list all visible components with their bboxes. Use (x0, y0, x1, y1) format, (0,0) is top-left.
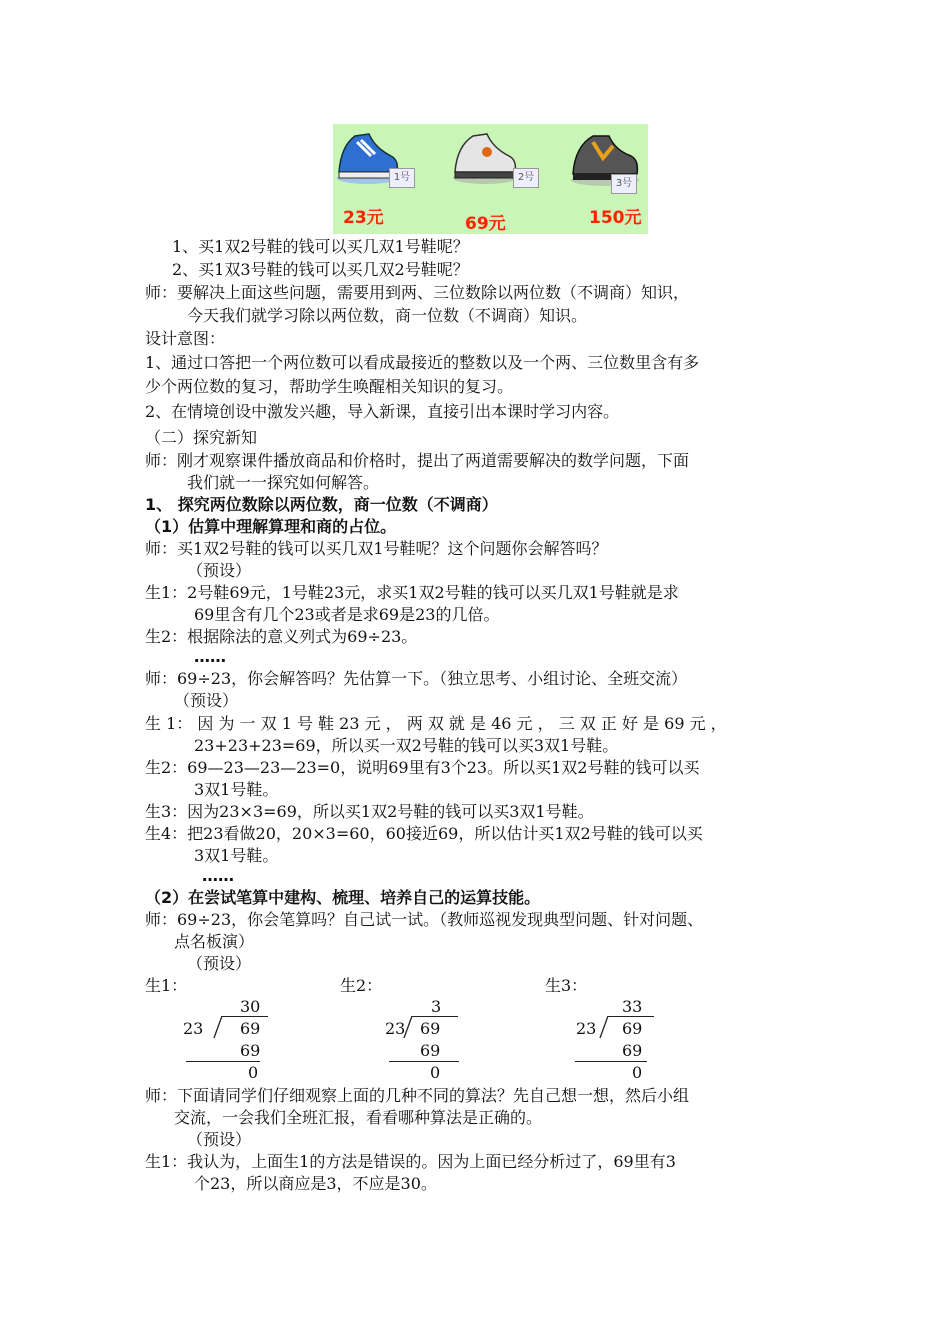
calc-label: 生1： (145, 976, 188, 995)
student-line: 生2：根据除法的意义列式为69÷23。 (145, 627, 418, 646)
dividend: 69 (420, 1019, 441, 1038)
division-bracket (596, 1016, 610, 1038)
preset-label: （预设） (174, 691, 239, 710)
calc-label: 生3： (545, 976, 588, 995)
teacher-line: 师：买1双2号鞋的钱可以买几双1号鞋呢？这个问题你会解答吗？ (145, 539, 608, 558)
student-line: 生 1： 因 为 一 双 1 号 鞋 23 元 ， 两 双 就 是 46 元 ， 三 双 正 好 是 69 元 ， (145, 714, 727, 733)
teacher-line: 师：69÷23，你会笔算吗？自己试一试。（教师巡视发现典型问题、针对问题、 (145, 910, 704, 929)
quotient: 30 (240, 997, 261, 1016)
teacher-line: 师：69÷23，你会解答吗？先估算一下。（独立思考、小组讨论、全班交流） (145, 669, 688, 688)
divisor: 23 (576, 1019, 597, 1038)
division-bar (608, 1016, 654, 1017)
product: 69 (240, 1041, 261, 1060)
intent-heading: 设计意图： (145, 329, 226, 348)
student-line: 3双1号鞋。 (194, 780, 279, 799)
student-line: 生1：我认为，上面生1的方法是错误的。因为上面已经分析过了，69里有3 (145, 1152, 676, 1171)
teacher-line: 点名板演） (174, 932, 255, 951)
student-line: 生4：把23看做20，20×3=60，60接近69，所以估计买1双2号鞋的钱可以买 (145, 824, 703, 843)
divisor: 23 (385, 1019, 406, 1038)
student-line: 3双1号鞋。 (194, 846, 279, 865)
dividend: 69 (622, 1019, 643, 1038)
section-heading: （二）探究新知 (145, 428, 258, 447)
calc-label: 生2： (340, 976, 383, 995)
teacher-line: 今天我们就学习除以两位数，商一位数（不调商）知识。 (187, 306, 588, 325)
student-line: 个23，所以商应是3，不应是30。 (194, 1174, 437, 1193)
question-line: 2、买1双3号鞋的钱可以买几双2号鞋呢？ (172, 260, 469, 279)
teacher-line: 我们就一一探究如何解答。 (187, 473, 380, 492)
ellipsis: …… (194, 647, 226, 666)
ellipsis: …… (202, 866, 234, 885)
subsection-heading: （2）在尝试笔算中建构、梳理、培养自己的运算技能。 (145, 888, 541, 907)
price-label: 23元 (343, 208, 384, 228)
shoe-size-tag: 3号 (611, 174, 637, 194)
product: 69 (420, 1041, 441, 1060)
quotient: 33 (622, 997, 643, 1016)
remainder: 0 (632, 1063, 643, 1082)
intent-line: 1、通过口答把一个两位数可以看成最接近的整数以及一个两、三位数里含有多 (145, 353, 700, 372)
student-line: 生3：因为23×3=69，所以买1双2号鞋的钱可以买3双1号鞋。 (145, 802, 594, 821)
student-line: 69里含有几个23或者是求69是23的几倍。 (194, 605, 500, 624)
teacher-line: 师：要解决上面这些问题，需要用到两、三位数除以两位数（不调商）知识， (145, 283, 690, 302)
remainder: 0 (430, 1063, 441, 1082)
quotient: 3 (431, 997, 442, 1016)
subsection-heading: 1、 探究两位数除以两位数，商一位数（不调商） (145, 495, 498, 514)
remainder: 0 (248, 1063, 259, 1082)
white-shoe-icon (451, 126, 521, 186)
intent-line: 少个两位数的复习，帮助学生唤醒相关知识的复习。 (145, 377, 514, 396)
shoe-size-tag: 1号 (389, 168, 415, 188)
preset-label: （预设） (187, 1130, 252, 1149)
product: 69 (622, 1041, 643, 1060)
teacher-line: 师：下面请同学们仔细观察上面的几种不同的算法？先自己想一想，然后小组 (145, 1086, 690, 1105)
student-line: 生2：69—23—23—23=0，说明69里有3个23。所以买1双2号鞋的钱可以买 (145, 758, 700, 777)
dividend: 69 (240, 1019, 261, 1038)
student-line: 生1：2号鞋69元，1号鞋23元，求买1双2号鞋的钱可以买几双1号鞋就是求 (145, 583, 679, 602)
price-label: 150元 (589, 208, 642, 228)
subsection-heading: （1）估算中理解算理和商的占位。 (145, 517, 397, 536)
division-bar (412, 1016, 458, 1017)
question-line: 1、买1双2号鞋的钱可以买几双1号鞋呢？ (172, 237, 469, 256)
preset-label: （预设） (187, 561, 252, 580)
division-bracket (210, 1016, 224, 1038)
shoe-size-tag: 2号 (513, 168, 539, 188)
preset-label: （预设） (187, 954, 252, 973)
divisor: 23 (183, 1019, 204, 1038)
teacher-line: 师：刚才观察课件播放商品和价格时，提出了两道需要解决的数学问题，下面 (145, 451, 690, 470)
shoe-price-image (333, 124, 648, 234)
price-label: 69元 (465, 214, 506, 234)
student-line: 23+23+23=69，所以买一双2号鞋的钱可以买3双1号鞋。 (194, 736, 619, 755)
division-bar (222, 1016, 268, 1017)
teacher-line: 交流，一会我们全班汇报，看看哪种算法是正确的。 (174, 1108, 543, 1127)
intent-line: 2、在情境创设中激发兴趣，导入新课，直接引出本课时学习内容。 (145, 402, 620, 421)
subtraction-line (389, 1061, 459, 1062)
